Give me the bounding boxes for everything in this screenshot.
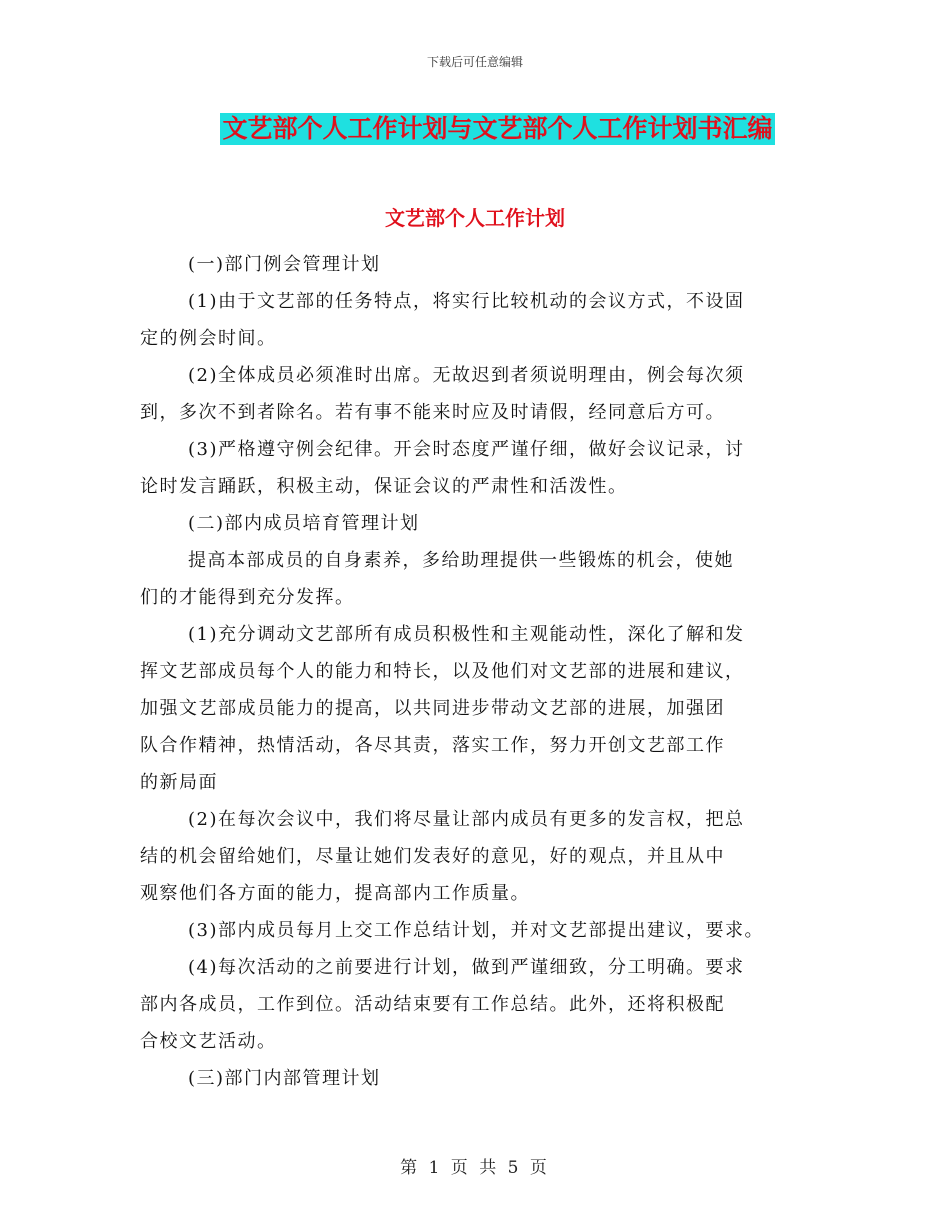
paragraph-line: 结的机会留给她们，尽量让她们发表好的意见，好的观点，并且从中 bbox=[140, 846, 725, 867]
paragraph-line: 观察他们各方面的能力，提高部内工作质量。 bbox=[140, 883, 530, 904]
doc-title-container bbox=[0, 113, 950, 145]
paragraph-line: (3)严格遵守例会纪律。开会时态度严谨仔细，做好会议记录，讨 bbox=[188, 439, 745, 460]
paragraph bbox=[140, 616, 820, 801]
paragraph-line: (2)在每次会议中，我们将尽量让部内成员有更多的发言权，把总 bbox=[188, 809, 745, 830]
paragraph-line: 论时发言踊跃，积极主动，保证会议的严肃性和活泼性。 bbox=[140, 476, 628, 497]
paragraph-line: 合校文艺活动。 bbox=[140, 1031, 277, 1052]
paragraph-line: (二)部内成员培育管理计划 bbox=[188, 513, 420, 534]
paragraph-line: (3)部内成员每月上交工作总结计划，并对文艺部提出建议，要求。 bbox=[188, 920, 764, 941]
paragraph-line: (1)由于文艺部的任务特点，将实行比较机动的会议方式，不设固 bbox=[188, 291, 745, 312]
paragraph bbox=[140, 1060, 820, 1097]
paragraph-line: (三)部门内部管理计划 bbox=[188, 1068, 381, 1089]
paragraph-line: 挥文艺部成员每个人的能力和特长，以及他们对文艺部的进展和建议， bbox=[140, 661, 745, 682]
paragraph-line: 部内各成员，工作到位。活动结束要有工作总结。此外，还将积极配 bbox=[140, 994, 725, 1015]
paragraph-line: 们的才能得到充分发挥。 bbox=[140, 587, 355, 608]
paragraph-line: 的新局面 bbox=[140, 772, 218, 793]
paragraph bbox=[140, 283, 820, 357]
paragraph bbox=[140, 431, 820, 505]
header-note: 下载后可任意编辑 bbox=[426, 55, 523, 69]
page-footer: 第 1 页 共 5 页 bbox=[400, 1158, 550, 1178]
paragraph-line: (1)充分调动文艺部所有成员积极性和主观能动性，深化了解和发 bbox=[188, 624, 745, 645]
paragraph bbox=[140, 801, 820, 912]
paragraph-line: 定的例会时间。 bbox=[140, 328, 277, 349]
paragraph bbox=[140, 949, 820, 1060]
paragraph bbox=[140, 542, 820, 616]
doc-title: 文艺部个人工作计划与文艺部个人工作计划书汇编 bbox=[222, 114, 773, 143]
paragraph-line: 队合作精神，热情活动，各尽其责，落实工作，努力开创文艺部工作 bbox=[140, 735, 725, 756]
paragraph-line: 提高本部成员的自身素养，多给助理提供一些锻炼的机会，使她 bbox=[188, 550, 734, 571]
paragraph-line: (4)每次活动的之前要进行计划，做到严谨细致，分工明确。要求 bbox=[188, 957, 745, 978]
paragraph bbox=[140, 912, 820, 949]
paragraph bbox=[140, 505, 820, 542]
paragraph-line: 到，多次不到者除名。若有事不能来时应及时请假，经同意后方可。 bbox=[140, 402, 725, 423]
document-body bbox=[140, 246, 820, 1097]
paragraph bbox=[140, 246, 820, 283]
paragraph-line: (2)全体成员必须准时出席。无故迟到者须说明理由，例会每次须 bbox=[188, 365, 745, 386]
paragraph-line: (一)部门例会管理计划 bbox=[188, 254, 381, 275]
section-title: 文艺部个人工作计划 bbox=[385, 206, 565, 230]
paragraph bbox=[140, 357, 820, 431]
paragraph-line: 加强文艺部成员能力的提高，以共同进步带动文艺部的进展，加强团 bbox=[140, 698, 725, 719]
